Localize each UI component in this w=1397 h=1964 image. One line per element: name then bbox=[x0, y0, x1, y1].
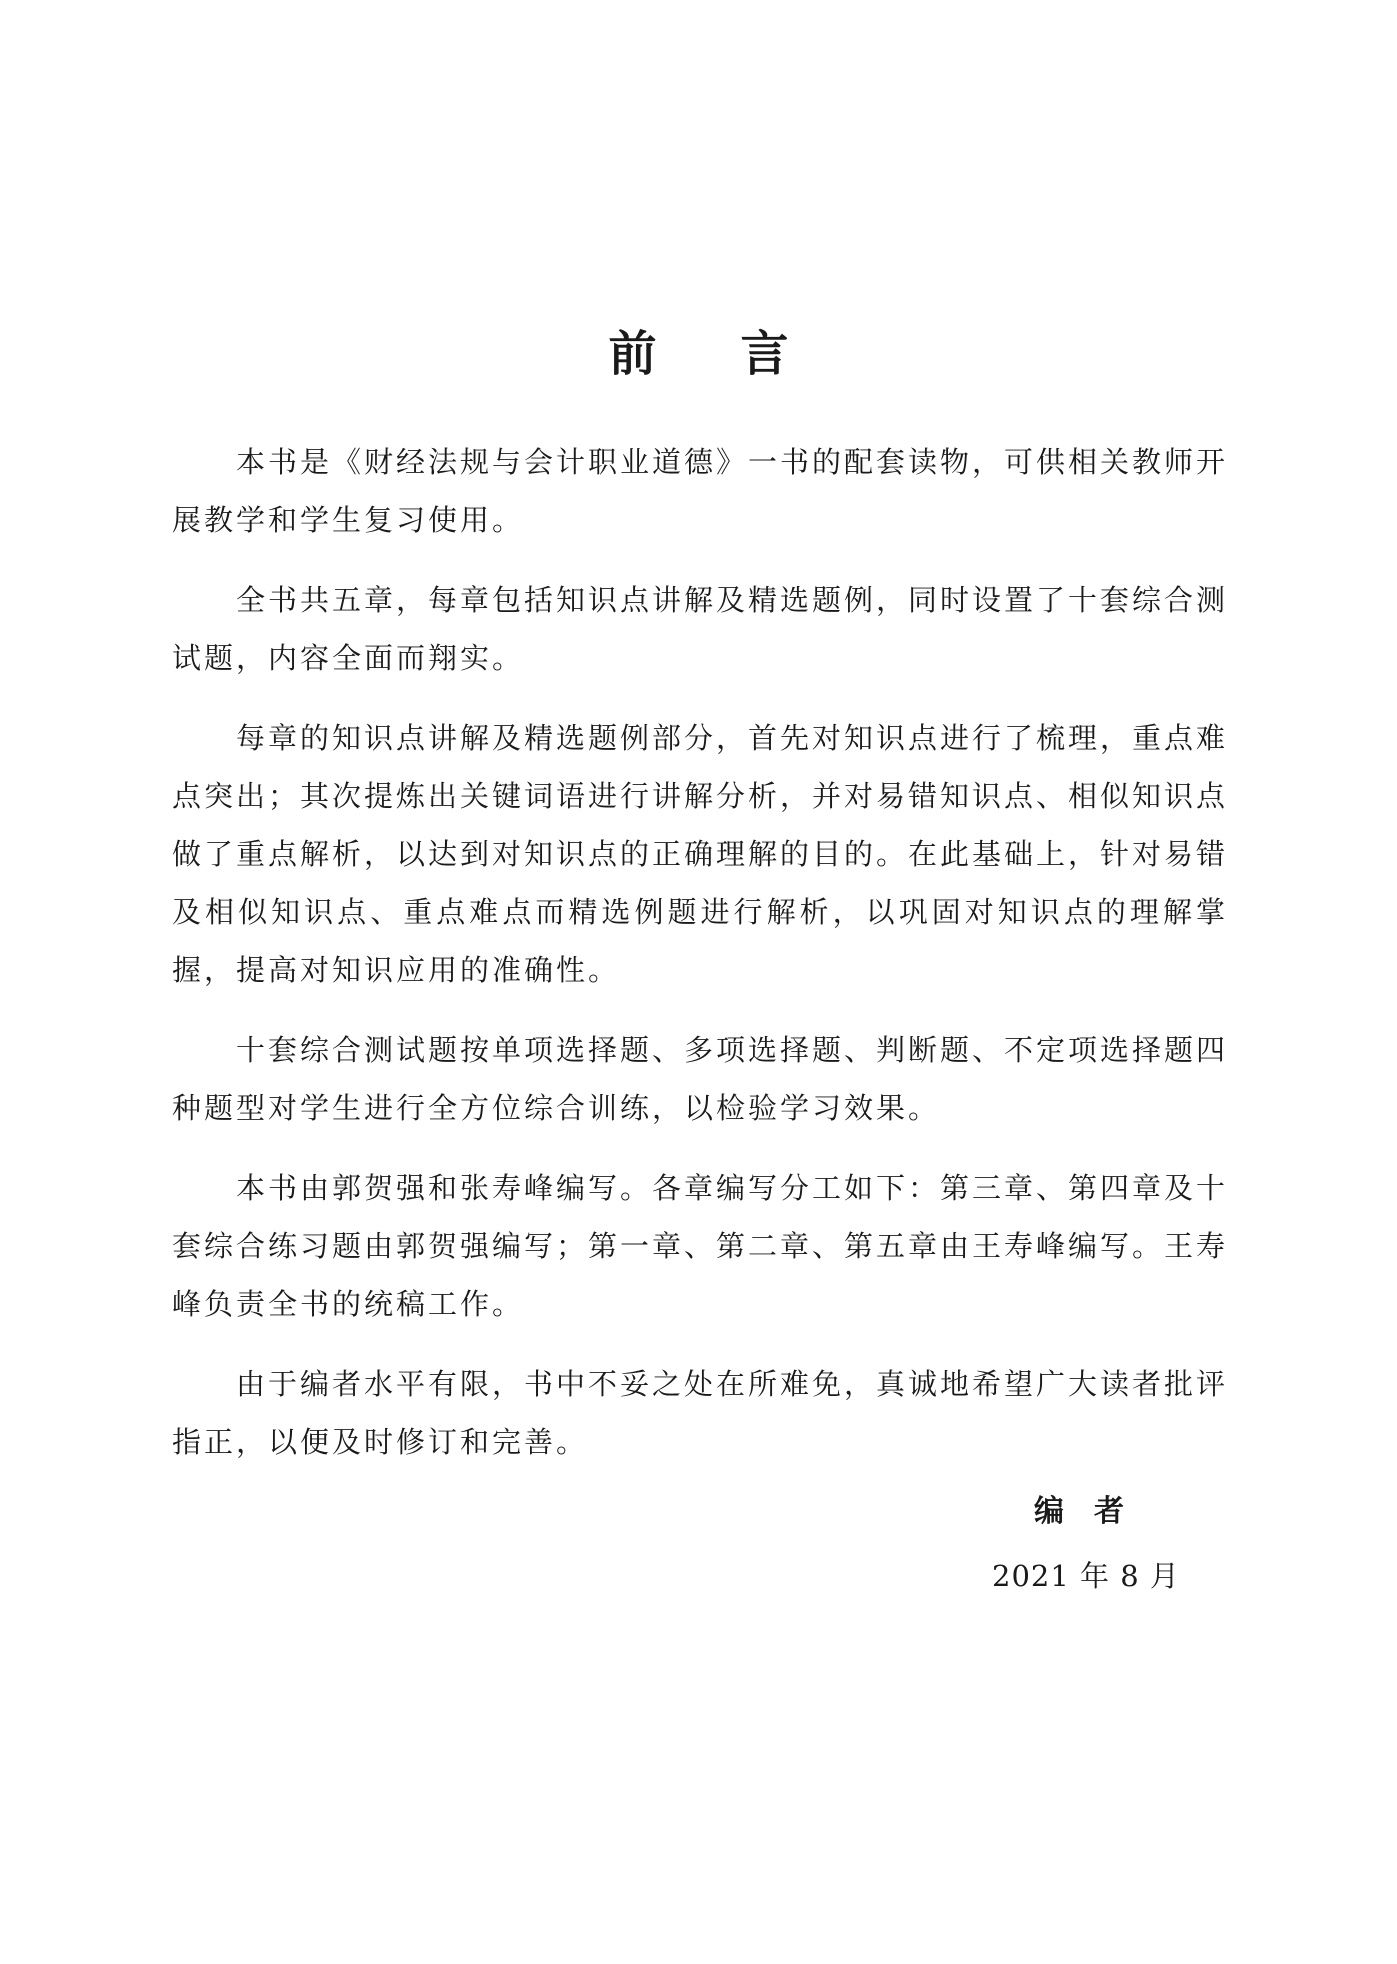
paragraph-3: 每章的知识点讲解及精选题例部分，首先对知识点进行了梳理，重点难点突出；其次提炼出关键词语进行讲解分析，并对易错知识点、相似知识点做了重点解析，以达到对知识点的正确理解的目的。在此基础上，针对易错及相似知识点、重点难点而精选例题进行解析，以巩固对知识点的理解掌握，提高对知识应用的准确性。 bbox=[172, 721, 1229, 987]
paragraph-1: 本书是《财经法规与会计职业道德》一书的配套读物，可供相关教师开展教学和学生复习使用。 bbox=[172, 445, 1229, 537]
signature-author: 编者 bbox=[1034, 1494, 1154, 1529]
paragraph-4: 十套综合测试题按单项选择题、多项选择题、判断题、不定项选择题四种题型对学生进行全方位综合训练，以检验学习效果。 bbox=[172, 1033, 1229, 1125]
paragraph-6: 由于编者水平有限，书中不妥之处在所难免，真诚地希望广大读者批评指正，以便及时修订和完善。 bbox=[172, 1367, 1229, 1459]
preface-body bbox=[172, 433, 1228, 1493]
page-title: 前言 bbox=[608, 326, 873, 383]
paragraph-5: 本书由郭贺强和张寿峰编写。各章编写分工如下：第三章、第四章及十套综合练习题由郭贺强编写；第一章、第二章、第五章由王寿峰编写。王寿峰负责全书的统稿工作。 bbox=[172, 1171, 1229, 1321]
paragraph-2: 全书共五章，每章包括知识点讲解及精选题例，同时设置了十套综合测试题，内容全面而翔实。 bbox=[172, 583, 1229, 675]
signature-date: 2021 年 8 月 bbox=[992, 1559, 1180, 1593]
